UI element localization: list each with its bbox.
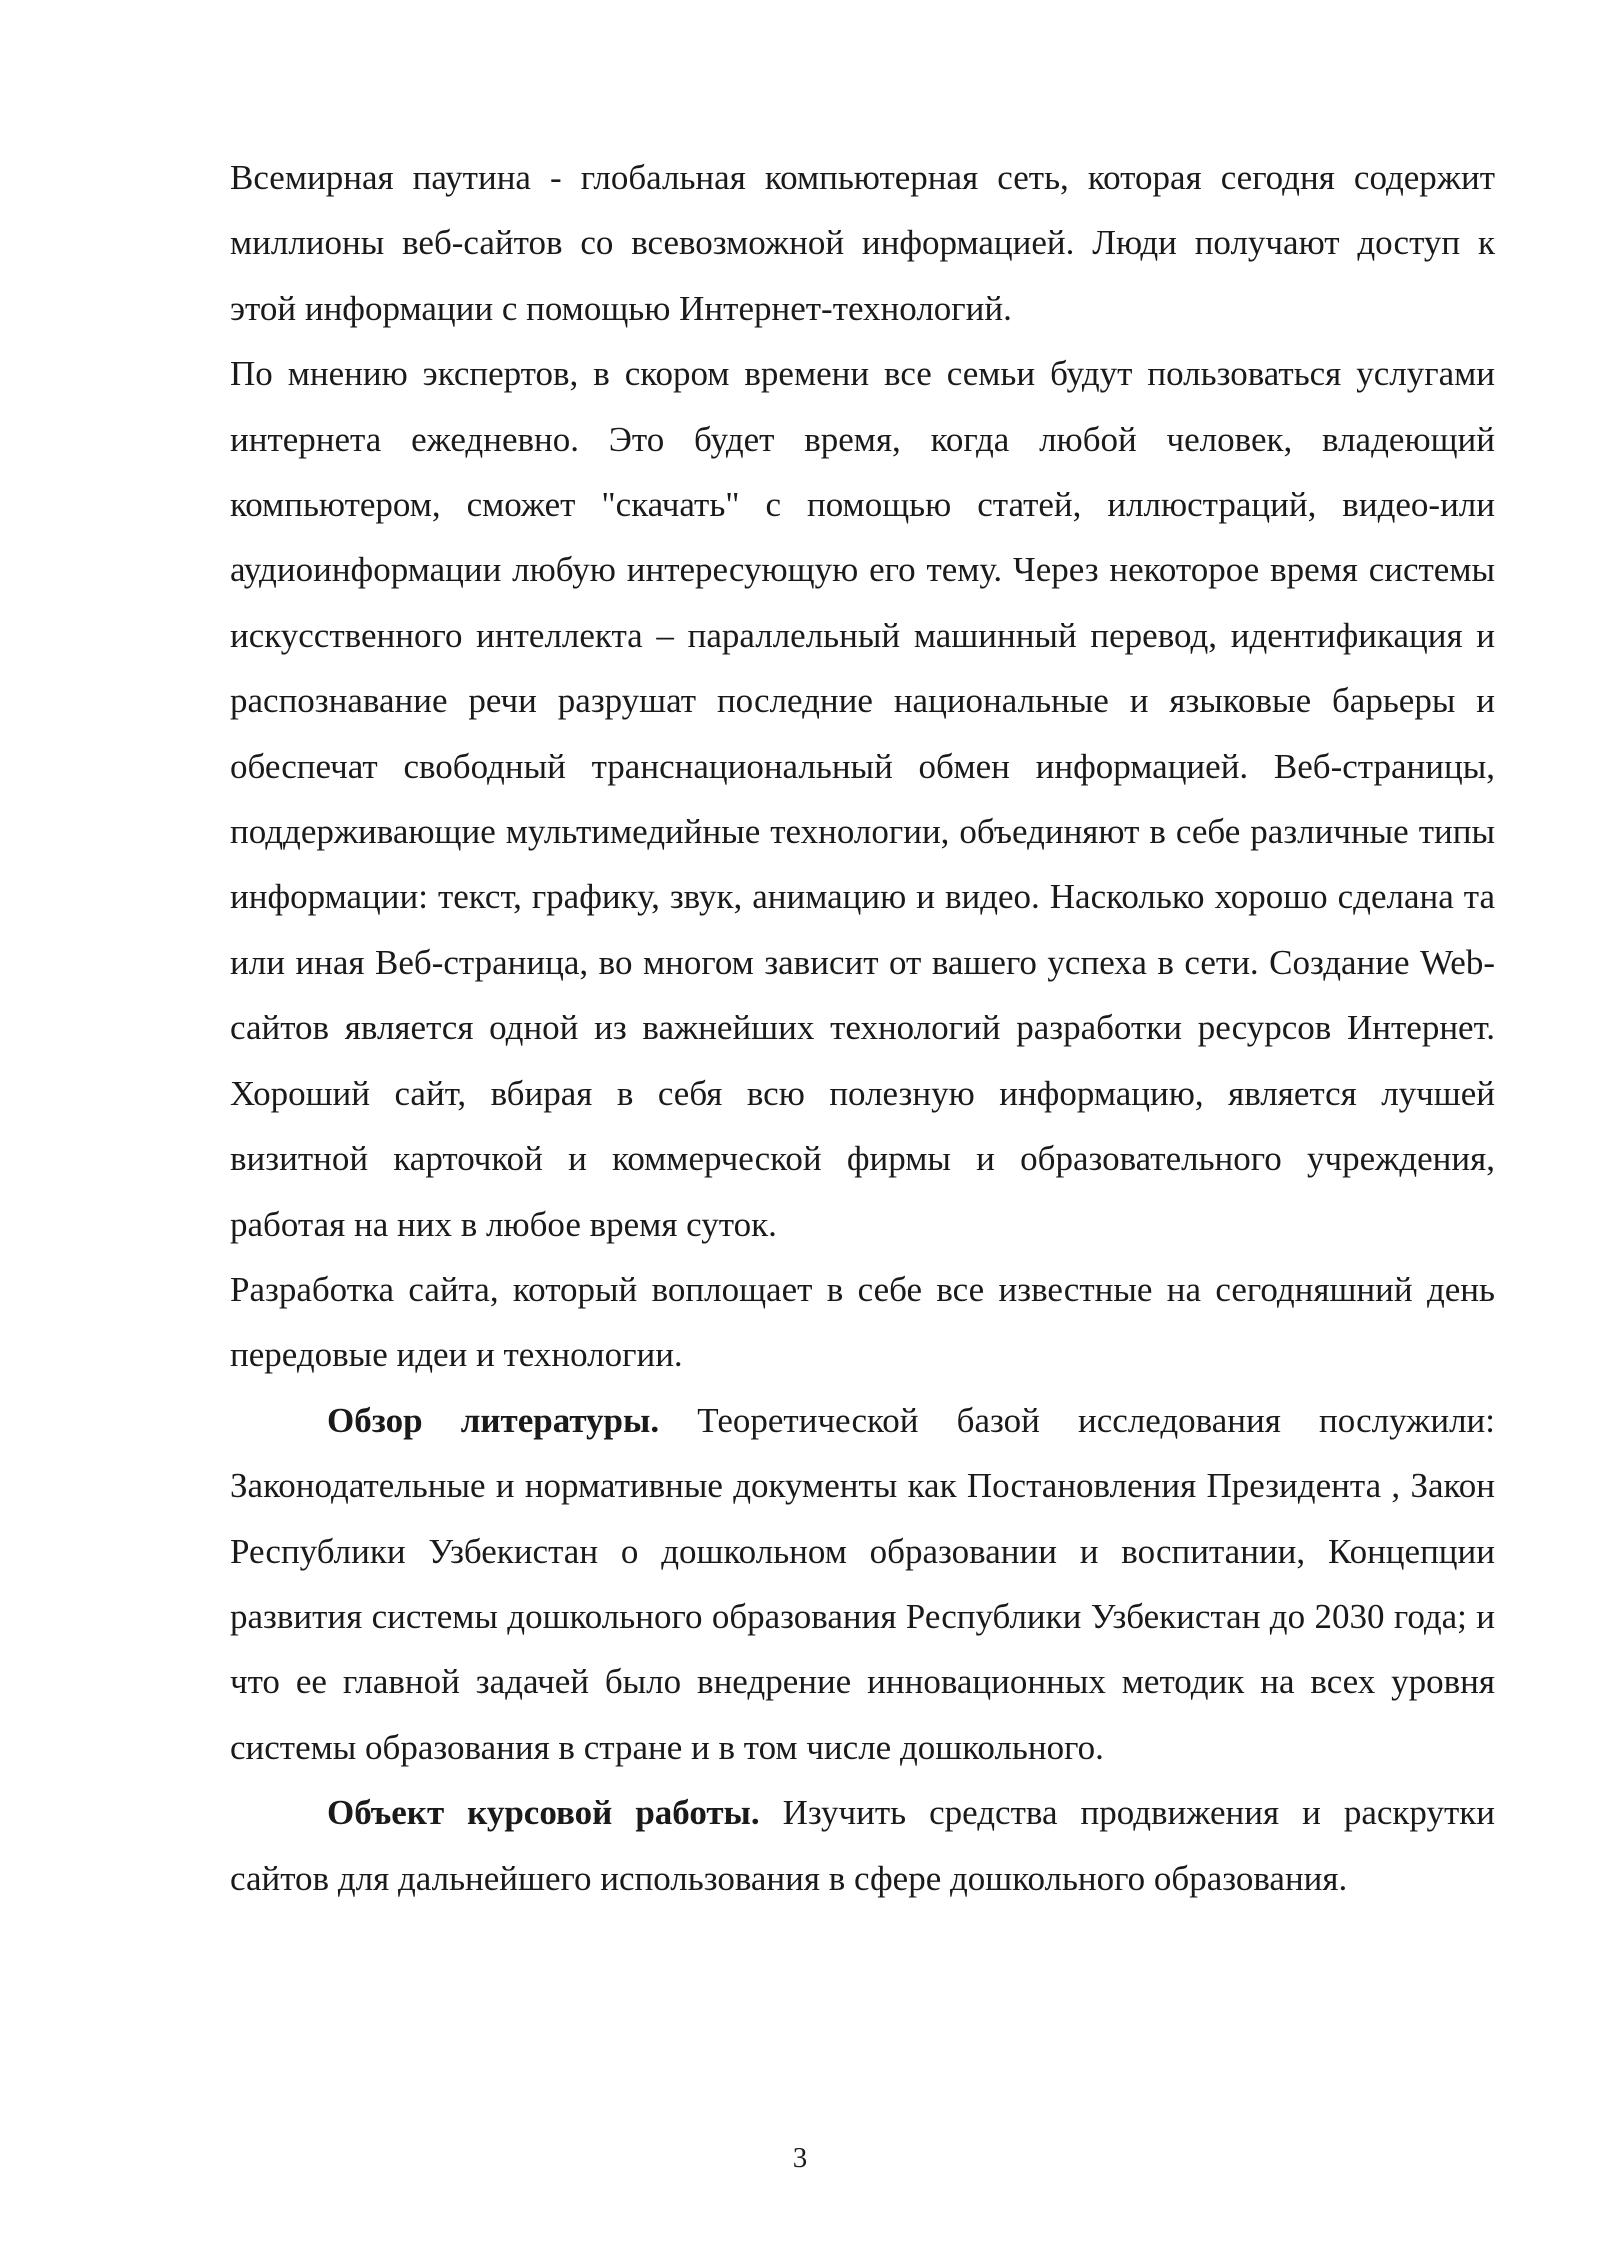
paragraph-literature-review bbox=[230, 1388, 1495, 1780]
paragraph-experts: По мнению экспертов, в скором времени все семьи будут пользоваться услугами интернета ежедневно. Это будет время, когда любой человек, владеющий компьютером, сможет "скачать" с помощью статей, иллюстраций, видео-или аудиоинформации любую интересующую его тему. Через некоторое время системы искусственного интеллекта – параллельный машинный перевод, идентификация и распознавание речи разрушат последние национальные и языковые барьеры и обеспечат свободный транснациональный обмен информацией. Веб-страницы, поддерживающие мультимедийные технологии, объединяют в себе различные типы информации: текст, графику, звук, анимацию и видео. Насколько хорошо сделана та или иная Веб-страница, во многом зависит от вашего успеха в сети. Создание Web-сайтов является одной из важнейших технологий разработки ресурсов Интернет. Хороший сайт, вбирая в себя всю полезную информацию, является лучшей визитной карточкой и коммерческой фирмы и образовательного учреждения, работая на них в любое время суток. bbox=[230, 354, 1495, 1244]
coursework-object-text: Изучить средства продвижения и раскрутки сайтов для дальнейшего использования в сфере дошкольного образования. bbox=[230, 1793, 1496, 1898]
paragraph-intro: Всемирная паутина - глобальная компьютерная сеть, которая сегодня содержит миллионы веб-сайтов со всевозможной информацией. Люди получают доступ к этой информации с помощью Интернет-технологий. bbox=[230, 158, 1495, 328]
literature-review-text: Теоретической базой исследования послужили: Законодательные и нормативные документы как Постановления Президента , Закон Республики Узбекистан о дошкольном образовании и воспитании, Концепции развития системы дошкольного образования Республики Узбекистан до 2030 года; и что ее главной задачей было внедрение инновационных методик на всех уровня системы образования в стране и в том числе дошкольного. bbox=[230, 1400, 1495, 1767]
heading-literature-review: Обзор литературы. bbox=[327, 1400, 660, 1440]
page-number: 3 bbox=[792, 2142, 808, 2174]
heading-coursework-object: Объект курсовой работы. bbox=[327, 1793, 760, 1833]
body-text bbox=[230, 145, 1495, 1911]
paragraph-coursework-object bbox=[230, 1780, 1495, 1911]
paragraph-development: Разработка сайта, который воплощает в себе все известные на сегодняшний день передовые идеи и технологии. bbox=[230, 1269, 1495, 1375]
